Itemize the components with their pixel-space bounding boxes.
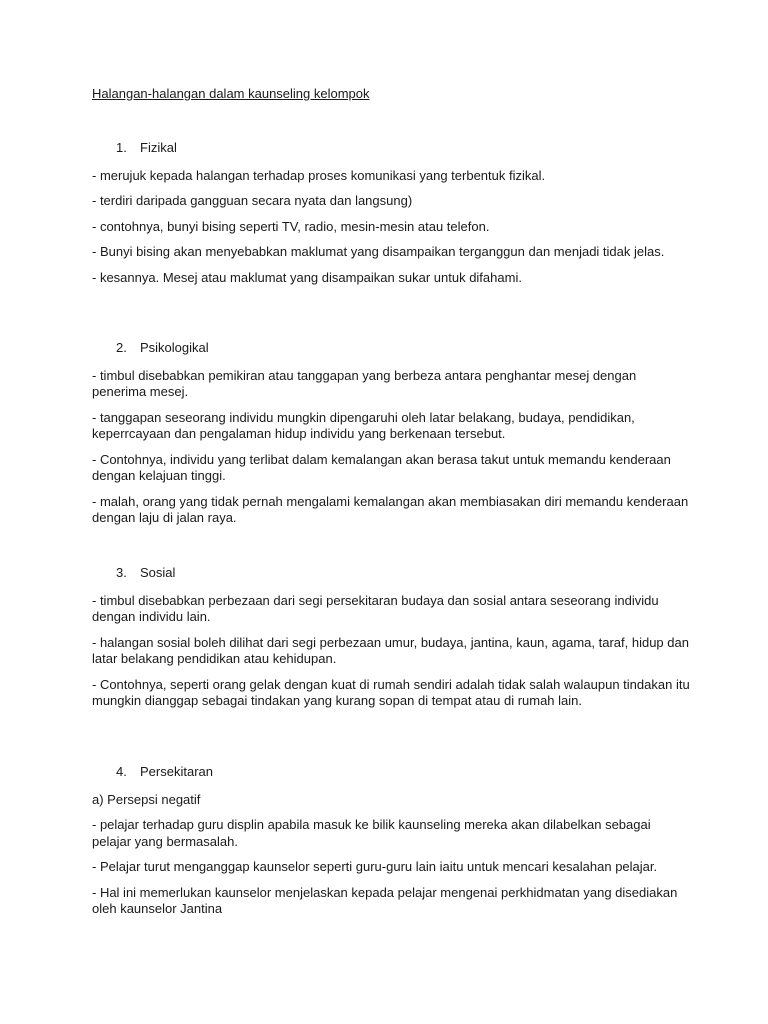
paragraph: - halangan sosial boleh dilihat dari segi perbezaan umur, budaya, jantina, kaun, agama, taraf, hidup dan latar belakang pendidikan atau kehidupan. — [92, 634, 689, 666]
paragraph: - kesannya. Mesej atau maklumat yang disampaikan sukar untuk difahami. — [92, 269, 522, 285]
section-psikologikal — [92, 340, 692, 527]
paragraph: - Contohnya, seperti orang gelak dengan kuat di rumah sendiri adalah tidak salah walaupun tindakan itu mungkin dianggap sebagai tindakan yang kurang sopan di tempat atau di rumah lain. — [92, 676, 690, 708]
paragraph: - timbul disebabkan pemikiran atau tanggapan yang berbeza antara penghantar mesej dengan penerima mesej. — [92, 367, 637, 399]
document-page — [92, 86, 692, 103]
section-title: Psikologikal — [140, 340, 209, 355]
document-title: Halangan-halangan dalam kaunseling kelompok — [92, 86, 370, 101]
section-heading — [92, 764, 692, 781]
paragraph: - Contohnya, individu yang terlibat dalam kemalangan akan berasa takut untuk memandu kenderaan dengan kelajuan tinggi. — [92, 451, 671, 483]
paragraph: - contohnya, bunyi bising seperti TV, radio, mesin-mesin atau telefon. — [92, 218, 490, 234]
section-number: 4. — [116, 764, 127, 779]
section-heading — [92, 565, 692, 582]
subheading: a) Persepsi negatif — [92, 791, 201, 807]
section-title: Persekitaran — [140, 764, 213, 779]
paragraph: - malah, orang yang tidak pernah mengalami kemalangan akan membiasakan diri memandu kenderaan dengan laju di jalan raya. — [92, 493, 689, 525]
section-number: 1. — [116, 140, 127, 155]
section-body — [92, 168, 692, 287]
section-body — [92, 792, 692, 918]
paragraph: - tanggapan seseorang individu mungkin dipengaruhi oleh latar belakang, budaya, pendidikan, keperrcayaan dan pengalaman hidup individu yang berkenaan tersebut. — [92, 409, 635, 441]
section-body — [92, 593, 692, 710]
paragraph: - Pelajar turut menganggap kaunselor seperti guru-guru lain iaitu untuk mencari kesalahan pelajar. — [92, 859, 658, 874]
paragraph: - terdiri daripada gangguan secara nyata dan langsung) — [92, 193, 413, 208]
section-persekitaran — [92, 764, 692, 918]
section-body — [92, 368, 692, 527]
section-fizikal — [92, 140, 692, 286]
paragraph: - timbul disebabkan perbezaan dari segi persekitaran budaya dan sosial antara seseorang individu dengan individu lain. — [92, 592, 659, 624]
section-heading — [92, 140, 692, 157]
section-title: Fizikal — [140, 140, 177, 155]
paragraph: - Bunyi bising akan menyebabkan maklumat yang disampaikan terganggun dan menjadi tidak jelas. — [92, 244, 665, 259]
paragraph: - pelajar terhadap guru displin apabila masuk ke bilik kaunseling mereka akan dilabelkan sebagai pelajar yang bermasalah. — [92, 817, 651, 849]
section-heading — [92, 340, 692, 357]
paragraph: - Hal ini memerlukan kaunselor menjelaskan kepada pelajar mengenai perkhidmatan yang disediakan oleh kaunselor Jantina — [92, 884, 678, 916]
section-number: 3. — [116, 565, 127, 580]
section-title: Sosial — [140, 565, 176, 580]
paragraph: - merujuk kepada halangan terhadap proses komunikasi yang terbentuk fizikal. — [92, 167, 546, 183]
section-number: 2. — [116, 340, 127, 355]
section-sosial — [92, 565, 692, 710]
